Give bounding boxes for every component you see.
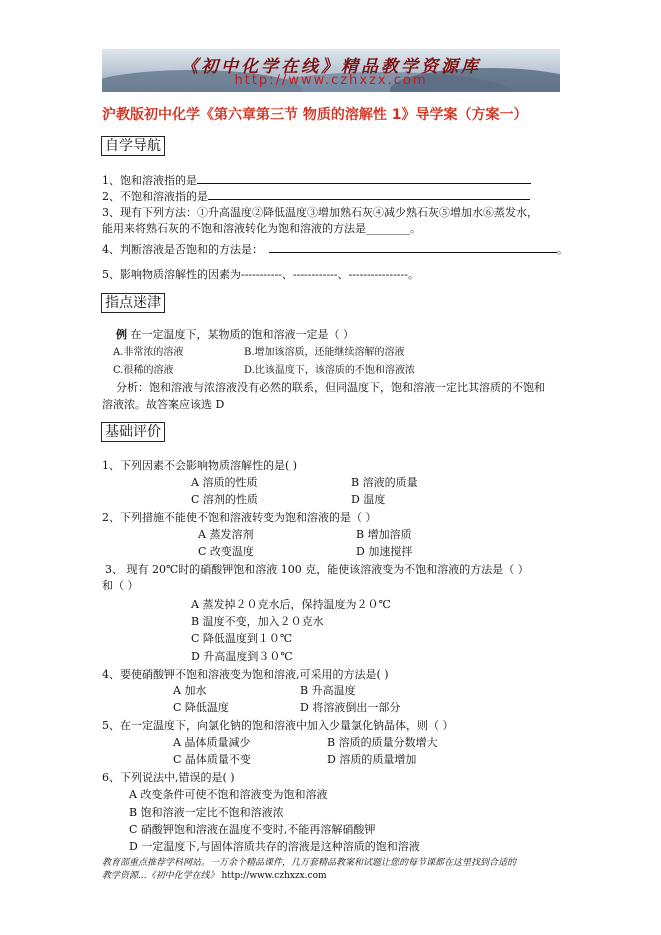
question-1-option-b[interactable]: B 溶液的质量 — [351, 476, 418, 489]
question-6-option-d[interactable]: D 一定温度下,与固体溶质共存的溶液是这种溶质的饱和溶液 — [129, 840, 420, 853]
banner-url[interactable]: http://www.czhxzx.com — [234, 73, 428, 88]
question-3-option-c[interactable]: C 降低温度到１０℃ — [191, 632, 293, 645]
question-5-option-b[interactable]: B 溶质的质量分数增大 — [327, 736, 438, 749]
example-stem-text: 在一定温度下，某物质的饱和溶液一定是（ ） — [130, 328, 354, 341]
question-5-option-d[interactable]: D 溶质的质量增加 — [327, 753, 417, 766]
question-1-option-c[interactable]: C 溶剂的性质 — [191, 493, 258, 506]
self-study-q4-end: 。 — [557, 243, 568, 256]
example-label: 例 — [116, 328, 127, 341]
example-option-b: B.增加该溶质，还能继续溶解的溶液 — [244, 347, 405, 358]
question-4-option-b[interactable]: B 升高温度 — [300, 684, 356, 697]
question-1-stem: 1、下列因素不会影响物质溶解性的是( ) — [102, 459, 298, 472]
question-2-option-d[interactable]: D 加速搅拌 — [356, 545, 413, 558]
question-3-stem-line2: 和（ ） — [102, 579, 139, 592]
banner-slogan: 《初中化学在线》精品教学资源库 — [181, 57, 481, 77]
example-analysis-line2: 溶液浓。故答案应该选 D — [102, 398, 225, 411]
self-study-q3-line2: 能用来将熟石灰的不饱和溶液转化为饱和溶液的方法是________。 — [102, 222, 421, 235]
answer-blank[interactable] — [197, 173, 531, 184]
example-option-a: A.非常浓的溶液 — [113, 347, 184, 358]
question-4-option-c[interactable]: C 降低温度 — [173, 701, 229, 714]
self-study-q4-text: 4、判断溶液是否饱和的方法是： — [102, 243, 263, 256]
answer-blank[interactable] — [269, 242, 557, 253]
footer — [102, 857, 572, 883]
question-3-option-b[interactable]: B 温度不变，加入２０克水 — [191, 615, 324, 628]
self-study-q2-text: 2、不饱和溶液指的是 — [102, 190, 208, 203]
footer-text: 教学资源...《初中化学在线》 — [102, 871, 219, 881]
question-3-stem-line1: 3、 现有 20℃时的硝酸钾饱和溶液 100 克，能使该溶液变为不饱和溶液的方法是（ ） — [105, 563, 529, 576]
example-option-d: D.比该温度下，该溶质的不饱和溶液浓 — [244, 365, 415, 376]
question-6-option-b[interactable]: B 饱和溶液一定比不饱和溶液浓 — [129, 806, 284, 819]
self-study-q1-text: 1、饱和溶液指的是 — [102, 174, 197, 187]
question-4-stem: 4、要使硝酸钾不饱和溶液变为饱和溶液,可采用的方法是( ) — [102, 668, 389, 681]
question-6-option-a[interactable]: A 改变条件可使不饱和溶液变为饱和溶液 — [129, 788, 328, 801]
footer-text-line2 — [102, 870, 572, 883]
example-analysis-line1: 分析：饱和溶液与浓溶液没有必然的联系，但同温度下，饱和溶液一定比其溶质的不饱和 — [116, 381, 545, 394]
document-title: 沪教版初中化学《第六章第三节 物质的溶解性 1》导学案（方案一） — [102, 107, 528, 123]
question-6-stem: 6、下列说法中,错误的是( ) — [102, 771, 235, 784]
question-2-option-b[interactable]: B 增加溶质 — [356, 528, 412, 541]
header-banner — [102, 49, 560, 92]
section-key-points-heading: 指点迷津 — [101, 293, 165, 313]
question-5-option-a[interactable]: A 晶体质量减少 — [173, 736, 251, 749]
question-3-option-a[interactable]: A 蒸发掉２０克水后，保持温度为２０℃ — [191, 598, 391, 611]
self-study-q1 — [102, 173, 531, 188]
question-1-option-a[interactable]: A 溶质的性质 — [191, 476, 258, 489]
question-2-stem: 2、下列措施不能使不饱和溶液转变为饱和溶液的是（ ） — [102, 511, 377, 524]
question-3-option-d[interactable]: D 升高温度到３０℃ — [191, 650, 293, 663]
question-1-option-d[interactable]: D 温度 — [351, 493, 386, 506]
question-2-option-c[interactable]: C 改变温度 — [198, 545, 254, 558]
example-stem — [116, 328, 354, 342]
self-study-q5: 5、影响物质溶解性的因素为-----------、------------、----------------。 — [102, 268, 419, 281]
question-5-stem: 5、在一定温度下，向氯化钠的饱和溶液中加入少量氯化钠晶体，则（ ） — [102, 719, 454, 732]
self-study-q2 — [102, 189, 530, 204]
footer-link[interactable]: http://www.czhxzx.com — [221, 871, 327, 881]
question-5-option-c[interactable]: C 晶体质量不变 — [173, 753, 251, 766]
self-study-q3-line1: 3、现有下列方法：①升高温度②降低温度③增加熟石灰④减少熟石灰⑤增加水⑥蒸发水， — [102, 206, 538, 219]
question-2-option-a[interactable]: A 蒸发溶剂 — [198, 528, 254, 541]
footer-text-line1: 教育部重点推荐学科网站。一万余个精品课件，几万套精品教案和试题让您的每节课都在这里找到合适的 — [102, 858, 517, 868]
question-6-option-c[interactable]: C 硝酸钾饱和溶液在温度不变时,不能再溶解硝酸钾 — [129, 823, 376, 836]
question-4-option-d[interactable]: D 将溶液倒出一部分 — [300, 701, 401, 714]
self-study-q4 — [102, 242, 568, 257]
section-basic-eval-heading: 基础评价 — [101, 422, 165, 442]
answer-blank[interactable] — [208, 189, 530, 200]
example-option-c: C.很稀的溶液 — [113, 365, 174, 376]
question-4-option-a[interactable]: A 加水 — [173, 684, 207, 697]
section-self-study-heading: 自学导航 — [101, 136, 165, 156]
